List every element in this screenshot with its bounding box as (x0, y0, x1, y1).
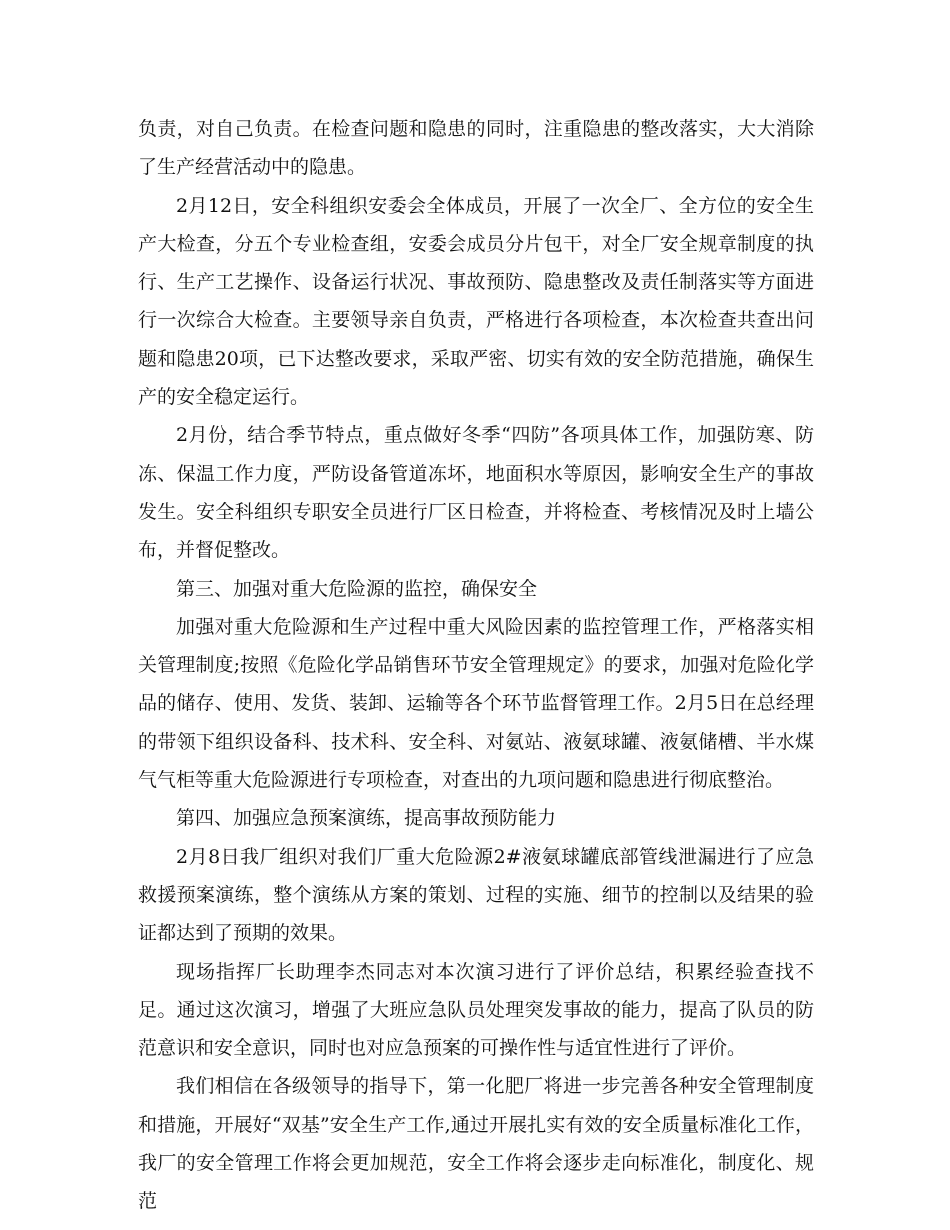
paragraph-drill-evaluation: 现场指挥厂长助理李杰同志对本次演习进行了评价总结，积累经验查找不足。通过这次演习，增强了大班应急队员处理突发事故的能力，提高了队员的防范意识和安全意识，同时也对应急预案的可操作性与适宜性进行了评价。 (138, 960, 814, 1060)
paragraph-winter-safety: 2月份，结合季节特点，重点做好冬季“四防”各项具体工作，加强防寒、防冻、保温工作力度，严防设备管道冻坏，地面积水等原因，影响安全生产的事故发生。安全科组织专职安全员进行厂区日检查，并将检查、考核情况及时上墙公布，并督促整改。 (138, 424, 814, 562)
paragraph-hazard-monitoring: 加强对重大危险源和生产过程中重大风险因素的监控管理工作，严格落实相关管理制度;按照《危险化学品销售环节安全管理规定》的要求，加强对危险化学品的储存、使用、发货、装卸、运输等各个环节监督管理工作。2月5日在总经理的带领下组织设备科、技术科、安全科、对氨站、液氨球罐、液氨储槽、半水煤气气柜等重大危险源进行专项检查，对查出的九项问题和隐患进行彻底整治。 (138, 615, 814, 792)
paragraph-drill-feb8: 2月8日我厂组织对我们厂重大危险源2#液氨球罐底部管线泄漏进行了应急救援预案演练，整个演练从方案的策划、过程的实施、细节的控制以及结果的验证都达到了预期的效果。 (138, 845, 814, 945)
section-heading-3: 第三、加强对重大危险源的监控，确保安全 (176, 577, 538, 600)
paragraph-inspection-feb12: 2月12日，安全科组织安委会全体成员，开展了一次全厂、全方位的安全生产大检查，分五个专业检查组，安委会成员分片包干，对全厂安全规章制度的执行、生产工艺操作、设备运行状况、事故预防、隐患整改及责任制落实等方面进行一次综合大检查。主要领导亲自负责，严格进行各项检查，本次检查共查出问题和隐患20项，已下达整改要求，采取严密、切实有效的安全防范措施，确保生产的安全稳定运行。 (138, 194, 814, 409)
paragraph-continuation: 负责，对自己负责。在检查问题和隐患的同时，注重隐患的整改落实，大大消除了生产经营活动中的隐患。 (138, 118, 814, 179)
document-page (138, 110, 814, 1221)
section-heading-4: 第四、加强应急预案演练，提高事故预防能力 (176, 807, 557, 830)
paragraph-conclusion: 我们相信在各级领导的指导下，第一化肥厂将进一步完善各种安全管理制度和措施，开展好“双基”安全生产工作,通过开展扎实有效的安全质量标准化工作，我厂的安全管理工作将会更加规范，安全工作将会逐步走向标准化，制度化、规范 (138, 1075, 814, 1213)
